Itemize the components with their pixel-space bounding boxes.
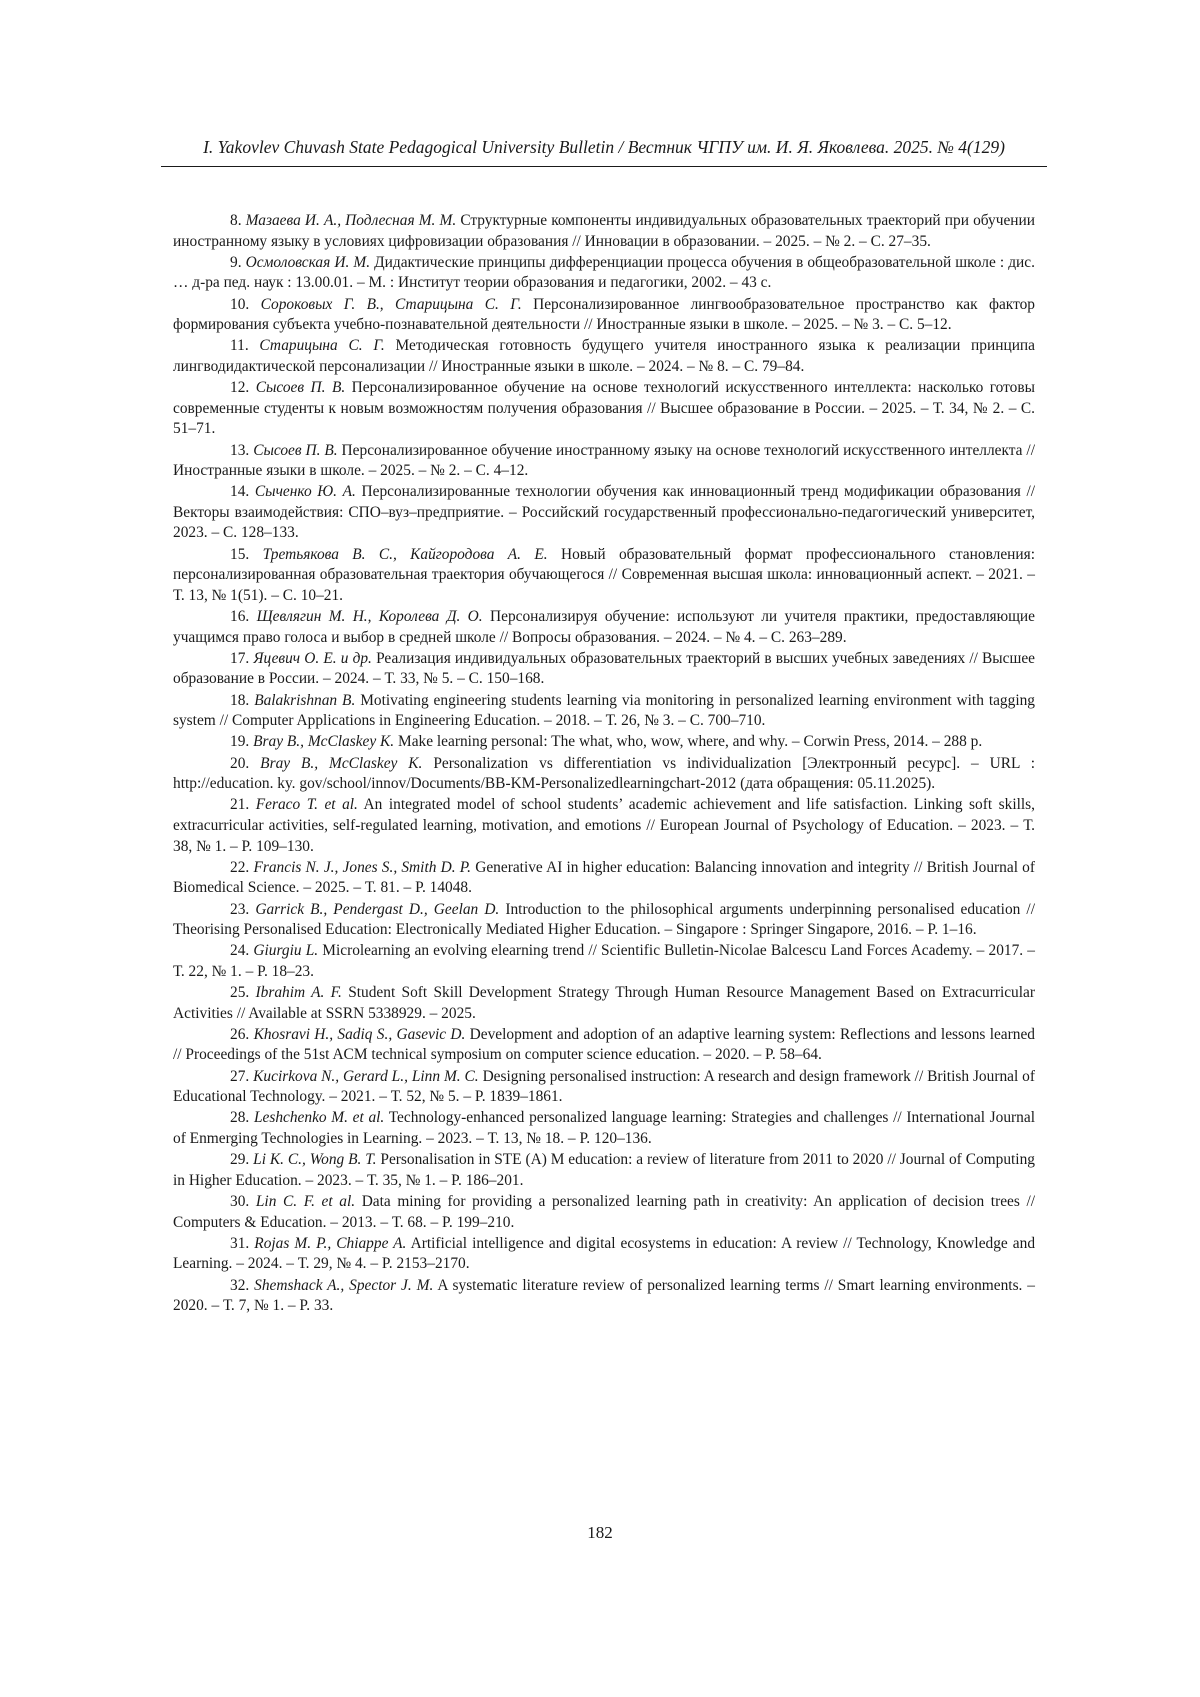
reference-authors: Щевлягин М. Н., Королева Д. О. (256, 608, 483, 626)
reference-item (173, 858, 1035, 899)
reference-text: Make learning personal: The what, who, wow, where, and why. – Corwin Press, 2014. – 288 p. (398, 733, 983, 751)
reference-item (173, 253, 1035, 294)
reference-item (173, 441, 1035, 482)
reference-text: Персонализированное обучение на основе технологий искусственного интеллекта: насколько готовы современные студенты к новым возможностям получения образования // Высшее образование в России. – 2025. – Т. 34, № 2. – С. 51–71. (173, 379, 1035, 438)
reference-item (173, 691, 1035, 732)
reference-authors: Shemshack A., Spector J. M. (254, 1276, 434, 1294)
reference-authors: Ibrahim A. F. (255, 984, 342, 1002)
reference-text: A systematic literature review of personalized learning terms // Smart learning environments. – 2020. – Т. 7, № 1. – P. 33. (173, 1276, 1035, 1315)
reference-item (173, 1108, 1035, 1149)
reference-authors: Мазаева И. А., Подлесная М. М. (245, 212, 457, 229)
reference-number: 9. (230, 253, 242, 271)
reference-number: 13. (230, 441, 250, 459)
reference-number: 12. (230, 379, 250, 397)
reference-text: Development and adoption of an adaptive learning system: Reflections and lessons learned // Proceedings of the 51st ACM technical symposium on computer science education. – 2020. – P. 58–64. (173, 1025, 1035, 1064)
reference-number: 26. (230, 1025, 250, 1043)
reference-number: 24. (230, 942, 250, 960)
reference-authors: Lin C. F. et al. (255, 1192, 356, 1210)
reference-authors: Старицына С. Г. (259, 337, 385, 355)
reference-item (173, 983, 1035, 1024)
reference-number: 29. (230, 1151, 250, 1169)
reference-text: Реализация индивидуальных образовательных траекторий в высших учебных заведениях // Высшее образование в России. – 2024. – Т. 33, № 5. – С. 150–168. (173, 649, 1035, 688)
reference-text: Дидактические принципы дифференциации процесса обучения в общеобразовательной школе : дис. … д-ра пед. наук : 13.00.01. – М. : Институт теории образования и педагогики, 2002. – 43 с. (173, 253, 1035, 292)
reference-authors: Kucirkova N., Gerard L., Linn M. C. (253, 1067, 479, 1085)
reference-authors: Leshchenko M. et al. (253, 1109, 385, 1127)
reference-number: 30. (230, 1192, 250, 1210)
reference-number: 18. (230, 691, 250, 709)
reference-text: Technology-enhanced personalized language learning: Strategies and challenges // International Journal of Enmerging Technologies in Learning. – 2023. – Т. 13, № 18. – P. 120–136. (173, 1109, 1035, 1147)
reference-text: Introduction to the philosophical arguments underpinning personalised education // Theorising Personalised Education: Electronically Mediated Higher Education. – Singapore : Springer Singapore, 2016. – P. 1–16. (173, 900, 1035, 939)
reference-item (173, 295, 1035, 336)
reference-number: 14. (230, 483, 250, 501)
reference-item (173, 482, 1035, 544)
reference-text: Designing personalised instruction: A research and design framework // British Journal of Educational Technology. – 2021. – Т. 52, № 5. – P. 1839–1861. (173, 1067, 1035, 1106)
reference-text: Персонализированное обучение иностранному языку на основе технологий искусственного интеллекта // Иностранные языки в школе. – 2025. – № 2. – С. 4–12. (173, 441, 1035, 480)
reference-number: 10. (230, 295, 250, 313)
reference-item (173, 211, 1035, 252)
reference-number: 31. (230, 1234, 250, 1252)
reference-text: Generative AI in higher education: Balancing innovation and integrity // British Journal of Biomedical Science. – 2025. – Т. 81. – P. 14048. (173, 858, 1035, 897)
reference-authors: Сысоев П. В. (253, 441, 338, 459)
reference-text: Персонализированное лингвообразовательное пространство как фактор формирования субъекта учебно-познавательной деятельности // Иностранные языки в школе. – 2025. – № 3. – С. 5–12. (173, 295, 1035, 334)
reference-text: Персонализируя обучение: используют ли учителя практики, предоставляющие учащимся право голоса и выбор в средней школе // Вопросы образования. – 2024. – № 4. – С. 263–289. (173, 608, 1035, 646)
reference-authors: Яцевич О. Е. и др. (253, 649, 372, 667)
reference-authors: Giurgiu L. (253, 942, 319, 960)
reference-authors: Feraco T. et al. (255, 796, 358, 814)
reference-item (173, 1234, 1035, 1275)
reference-item (173, 1067, 1035, 1108)
reference-item (173, 336, 1035, 377)
reference-number: 22. (230, 858, 250, 876)
reference-text: Personalisation in STE (A) M education: a review of literature from 2011 to 2020 // Journal of Computing in Higher Education. – 2023. – Т. 35, № 1. – P. 186–201. (173, 1151, 1035, 1189)
reference-authors: Garrick B., Pendergast D., Geelan D. (255, 900, 500, 918)
reference-item (173, 649, 1035, 690)
reference-authors: Сыченко Ю. А. (254, 483, 356, 501)
reference-item (173, 732, 1035, 753)
reference-authors: Khosravi H., Sadiq S., Gasevic D. (253, 1025, 466, 1043)
reference-number: 27. (230, 1067, 250, 1085)
reference-authors: Bray B., McClaskey K. (253, 733, 395, 751)
reference-item (173, 1192, 1035, 1233)
reference-authors: Rojas M. P., Chiappe A. (254, 1234, 407, 1252)
reference-item (173, 795, 1035, 857)
reference-text: Персонализированные технологии обучения как инновационный тренд модификации образования // Векторы взаимодействия: СПО–вуз–предприятие. – Российский государственный профессионально-педагогический университет, 2023. – С. 128–133. (173, 483, 1035, 542)
reference-item (173, 754, 1035, 795)
reference-text: Data mining for providing a personalized learning path in creativity: An application of decision trees // Computers & Education. – 2013. – Т. 68. – P. 199–210. (173, 1192, 1035, 1231)
reference-number: 16. (230, 608, 250, 626)
reference-number: 32. (230, 1276, 250, 1294)
reference-authors: Третьякова В. С., Кайгородова А. Е. (262, 545, 548, 563)
reference-number: 8. (230, 212, 242, 229)
reference-authors: Сороковых Г. В., Старицына С. Г. (260, 295, 522, 313)
running-header: I. Yakovlev Chuvash State Pedagogical University Bulletin / Вестник ЧГПУ им. И. Я. Яковлева. 2025. № 4(129) (203, 137, 1005, 157)
reference-authors: Осмоловская И. М. (245, 253, 371, 271)
reference-text: Artificial intelligence and digital ecosystems in education: A review // Technology, Knowledge and Learning. – 2024. – Т. 29, № 4. – P. 2153–2170. (173, 1234, 1036, 1273)
reference-number: 23. (230, 900, 250, 918)
reference-item (173, 1276, 1035, 1317)
reference-item (173, 1025, 1035, 1066)
reference-item (173, 545, 1035, 607)
reference-item (173, 941, 1035, 982)
reference-number: 20. (230, 754, 250, 772)
reference-number: 21. (230, 796, 250, 814)
reference-number: 15. (230, 545, 250, 563)
reference-authors: Francis N. J., Jones S., Smith D. P. (253, 858, 472, 876)
reference-item (173, 378, 1035, 440)
header-divider (161, 166, 1047, 167)
reference-text: Методическая готовность будущего учителя иностранного языка к реализации принципа лингводидактической персонализации // Иностранные языки в школе. – 2024. – № 8. – С. 79–84. (173, 337, 1035, 375)
reference-number: 19. (230, 733, 250, 751)
reference-list (173, 211, 1035, 1317)
reference-text: Новый образовательный формат профессионального становления: персонализированная образовательная траектория обучающегося // Современная высшая школа: инновационный аспект. – 2021. – Т. 13, № 1(51). – С. 10–21. (173, 545, 1035, 604)
reference-item (173, 900, 1035, 941)
reference-text: Структурные компоненты индивидуальных образовательных траекторий при обучении иностранному языку в условиях цифровизации образования // Инновации в образовании. – 2025. – № 2. – С. 27–35. (173, 212, 1035, 250)
reference-text: Motivating engineering students learning via monitoring in personalized learning environment with tagging system // Computer Applications in Engineering Education. – 2018. – Т. 26, № 3. – С. 700–710. (173, 691, 1035, 730)
reference-authors: Bray B., McClaskey K. (260, 754, 423, 772)
reference-authors: Сысоев П. В. (255, 379, 346, 397)
reference-text: Personalization vs differentiation vs individualization [Электронный ресурс]. – URL : http://education. ky. gov/school/innov/Documents/BB-KM-Personalizedlearningchart-2012 (дата обращения: 05.11.2025). (173, 754, 1035, 793)
reference-text: Student Soft Skill Development Strategy Through Human Resource Management Based on Extracurricular Activities // Available at SSRN 5338929. – 2025. (173, 984, 1035, 1022)
reference-number: 25. (230, 984, 250, 1002)
reference-number: 11. (230, 337, 249, 355)
page-number: 182 (587, 1523, 613, 1542)
reference-text: Microlearning an evolving elearning trend // Scientific Bulletin-Nicolae Balcescu Land Forces Academy. – 2017. – Т. 22, № 1. – P. 18–23. (173, 942, 1035, 980)
reference-number: 17. (230, 649, 250, 667)
reference-authors: Balakrishnan B. (254, 691, 356, 709)
reference-text: An integrated model of school students’ academic achievement and life satisfaction. Linking soft skills, extracurricular activities, self-regulated learning, motivation, and emotions // European Journal of Psychology of Education. – 2023. – Т. 38, № 1. – P. 109–130. (173, 796, 1035, 855)
reference-number: 28. (230, 1109, 250, 1127)
reference-item (173, 1150, 1035, 1191)
reference-authors: Li K. C., Wong B. T. (253, 1151, 377, 1169)
reference-item (173, 607, 1035, 648)
